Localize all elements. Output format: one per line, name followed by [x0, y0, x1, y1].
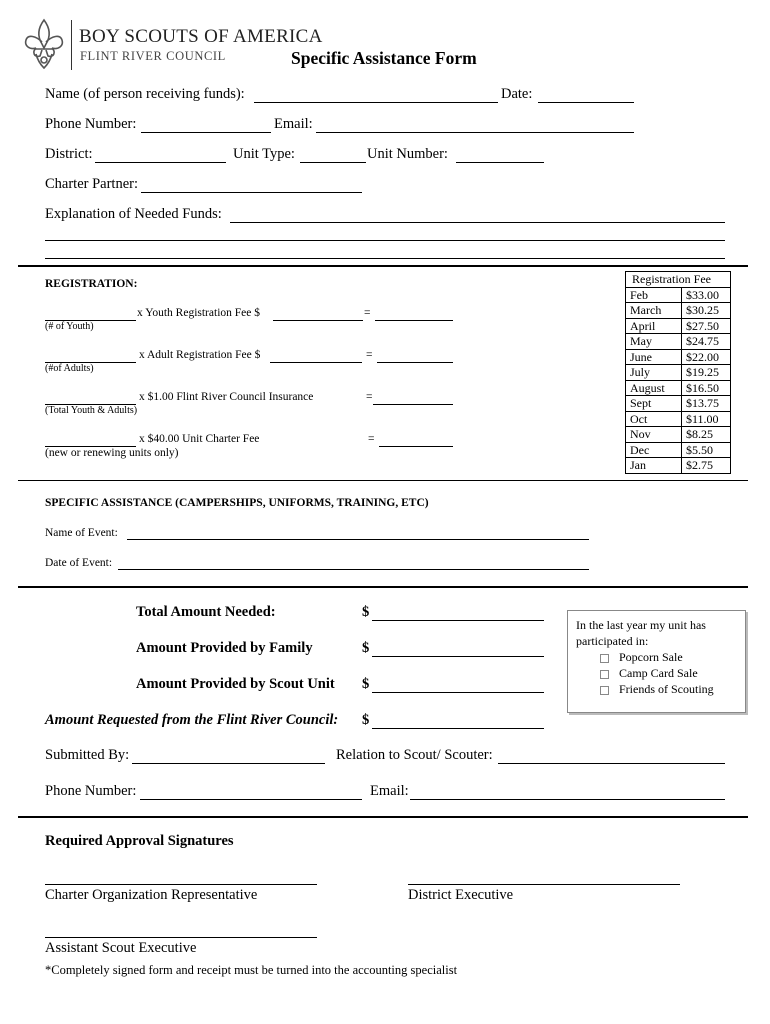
logo-divider — [71, 20, 72, 70]
insurance-equals: = — [366, 391, 373, 403]
family-amount-field[interactable] — [372, 656, 544, 657]
unit-number-field[interactable] — [456, 162, 544, 163]
charter-fee-label: x $40.00 Unit Charter Fee — [139, 433, 260, 445]
explanation-label: Explanation of Needed Funds: — [45, 206, 222, 222]
relation-label: Relation to Scout/ Scouter: — [336, 747, 493, 763]
total-amount-field[interactable] — [372, 620, 544, 621]
submitter-email-field[interactable] — [410, 799, 725, 800]
fleur-de-lis-icon — [22, 18, 66, 70]
fee-amount: $19.25 — [682, 365, 731, 381]
youth-total-field[interactable] — [375, 320, 453, 321]
adult-fee-field[interactable] — [270, 362, 362, 363]
charter-total-field[interactable] — [379, 446, 453, 447]
explanation-field-line-3[interactable] — [45, 258, 725, 259]
submitter-phone-label: Phone Number: — [45, 783, 137, 799]
popcorn-checkbox[interactable] — [600, 654, 609, 663]
youth-fee-field[interactable] — [273, 320, 363, 321]
district-exec-label: District Executive — [408, 887, 514, 903]
event-name-label: Name of Event: — [45, 527, 118, 539]
submitter-email-label: Email: — [370, 783, 409, 799]
friends-of-scouting-label: Friends of Scouting — [619, 682, 714, 696]
fee-month: June — [626, 349, 682, 365]
fee-month: Sept — [626, 396, 682, 412]
youth-sub-label: (# of Youth) — [45, 321, 94, 332]
unit-dollar: $ — [362, 676, 370, 692]
fee-row-dec — [626, 442, 731, 458]
submitter-phone-field[interactable] — [140, 799, 362, 800]
phone-label: Phone Number: — [45, 116, 137, 132]
email-label: Email: — [274, 116, 313, 132]
unit-amount-field[interactable] — [372, 692, 544, 693]
fee-row-july — [626, 365, 731, 381]
council-amount-field[interactable] — [372, 728, 544, 729]
participation-popcorn — [576, 649, 737, 665]
form-title: Specific Assistance Form — [291, 48, 477, 68]
registration-heading: REGISTRATION: — [45, 278, 138, 290]
fee-month: March — [626, 303, 682, 319]
name-label: Name (of person receiving funds): — [45, 86, 245, 102]
approval-heading: Required Approval Signatures — [45, 833, 234, 849]
fee-amount: $33.00 — [682, 287, 731, 303]
date-label: Date: — [501, 86, 533, 102]
fee-month: Jan — [626, 458, 682, 474]
explanation-field-line-2[interactable] — [45, 240, 725, 241]
fee-amount: $13.75 — [682, 396, 731, 412]
youth-fee-label: x Youth Registration Fee $ — [137, 307, 260, 319]
charter-rep-label: Charter Organization Representative — [45, 887, 258, 903]
assistant-exec-label: Assistant Scout Executive — [45, 940, 197, 956]
fee-amount: $2.75 — [682, 458, 731, 474]
name-field[interactable] — [254, 102, 498, 103]
fee-row-sept — [626, 396, 731, 412]
participation-campcard — [576, 665, 737, 681]
participation-fos — [576, 681, 737, 697]
total-dollar: $ — [362, 604, 370, 620]
fee-amount: $8.25 — [682, 427, 731, 443]
camp-card-checkbox[interactable] — [600, 670, 609, 679]
explanation-field-line-1[interactable] — [230, 222, 725, 223]
adult-equals: = — [366, 349, 373, 361]
fee-month: Feb — [626, 287, 682, 303]
fee-row-oct — [626, 411, 731, 427]
section-divider — [18, 816, 748, 818]
participation-box — [567, 610, 746, 713]
fee-table-header: Registration Fee — [626, 272, 731, 288]
participation-intro-1: In the last year my unit has — [576, 618, 706, 632]
footnote: *Completely signed form and receipt must be turned into the accounting specialist — [45, 963, 458, 977]
insurance-total-field[interactable] — [373, 404, 453, 405]
total-amount-label: Total Amount Needed: — [136, 604, 276, 620]
event-date-field[interactable] — [118, 569, 589, 570]
fee-amount: $5.50 — [682, 442, 731, 458]
insurance-label: x $1.00 Flint River Council Insurance — [139, 391, 314, 403]
adult-total-field[interactable] — [377, 362, 453, 363]
fee-row-may — [626, 334, 731, 350]
fee-row-june — [626, 349, 731, 365]
section-divider — [18, 265, 748, 267]
submitted-by-field[interactable] — [132, 763, 325, 764]
section-divider — [18, 480, 748, 481]
org-name: BOY SCOUTS OF AMERICA — [79, 26, 323, 47]
unit-type-label: Unit Type: — [233, 146, 295, 162]
fee-month: August — [626, 380, 682, 396]
unit-amount-label: Amount Provided by Scout Unit — [136, 676, 335, 692]
unit-number-label: Unit Number: — [367, 146, 448, 162]
charter-equals: = — [368, 433, 375, 445]
district-exec-signature-line[interactable] — [408, 884, 680, 885]
fee-row-april — [626, 318, 731, 334]
insurance-sub-label: (Total Youth & Adults) — [45, 405, 138, 416]
phone-field[interactable] — [141, 132, 271, 133]
fee-amount: $11.00 — [682, 411, 731, 427]
event-date-label: Date of Event: — [45, 557, 113, 569]
family-amount-label: Amount Provided by Family — [136, 640, 313, 656]
participation-intro-2: participated in: — [576, 634, 649, 648]
fee-amount: $16.50 — [682, 380, 731, 396]
fee-row-jan — [626, 458, 731, 474]
district-field[interactable] — [95, 162, 226, 163]
fee-row-nov — [626, 427, 731, 443]
fee-amount: $22.00 — [682, 349, 731, 365]
assistant-exec-signature-line[interactable] — [45, 937, 317, 938]
fee-row-august — [626, 380, 731, 396]
event-name-field[interactable] — [127, 539, 589, 540]
council-name: FLINT RIVER COUNCIL — [80, 49, 226, 63]
unit-type-field[interactable] — [300, 162, 366, 163]
camp-card-label: Camp Card Sale — [619, 666, 698, 680]
fee-month: Dec — [626, 442, 682, 458]
date-field[interactable] — [538, 102, 634, 103]
charter-rep-signature-line[interactable] — [45, 884, 317, 885]
fee-row-feb — [626, 287, 731, 303]
registration-fee-table — [625, 271, 731, 474]
charter-partner-field[interactable] — [141, 192, 362, 193]
charter-partner-label: Charter Partner: — [45, 176, 139, 192]
adult-sub-label: (#of Adults) — [45, 363, 94, 374]
adult-fee-label: x Adult Registration Fee $ — [139, 349, 261, 361]
council-dollar: $ — [362, 712, 370, 728]
fee-month: Nov — [626, 427, 682, 443]
charter-sub-label: (new or renewing units only) — [45, 447, 179, 459]
email-field[interactable] — [316, 132, 634, 133]
friends-of-scouting-checkbox[interactable] — [600, 686, 609, 695]
youth-equals: = — [364, 307, 371, 319]
fee-month: Oct — [626, 411, 682, 427]
fee-amount: $24.75 — [682, 334, 731, 350]
section-divider — [18, 586, 748, 588]
submitted-by-label: Submitted By: — [45, 747, 130, 763]
fee-month: May — [626, 334, 682, 350]
fee-month: April — [626, 318, 682, 334]
council-amount-label: Amount Requested from the Flint River Council: — [45, 712, 339, 728]
popcorn-label: Popcorn Sale — [619, 650, 683, 664]
specific-assistance-heading: SPECIFIC ASSISTANCE (CAMPERSHIPS, UNIFORMS, TRAINING, ETC) — [45, 497, 429, 509]
fee-amount: $27.50 — [682, 318, 731, 334]
fee-row-march — [626, 303, 731, 319]
relation-field[interactable] — [498, 763, 725, 764]
family-dollar: $ — [362, 640, 370, 656]
fee-month: July — [626, 365, 682, 381]
fee-amount: $30.25 — [682, 303, 731, 319]
district-label: District: — [45, 146, 93, 162]
